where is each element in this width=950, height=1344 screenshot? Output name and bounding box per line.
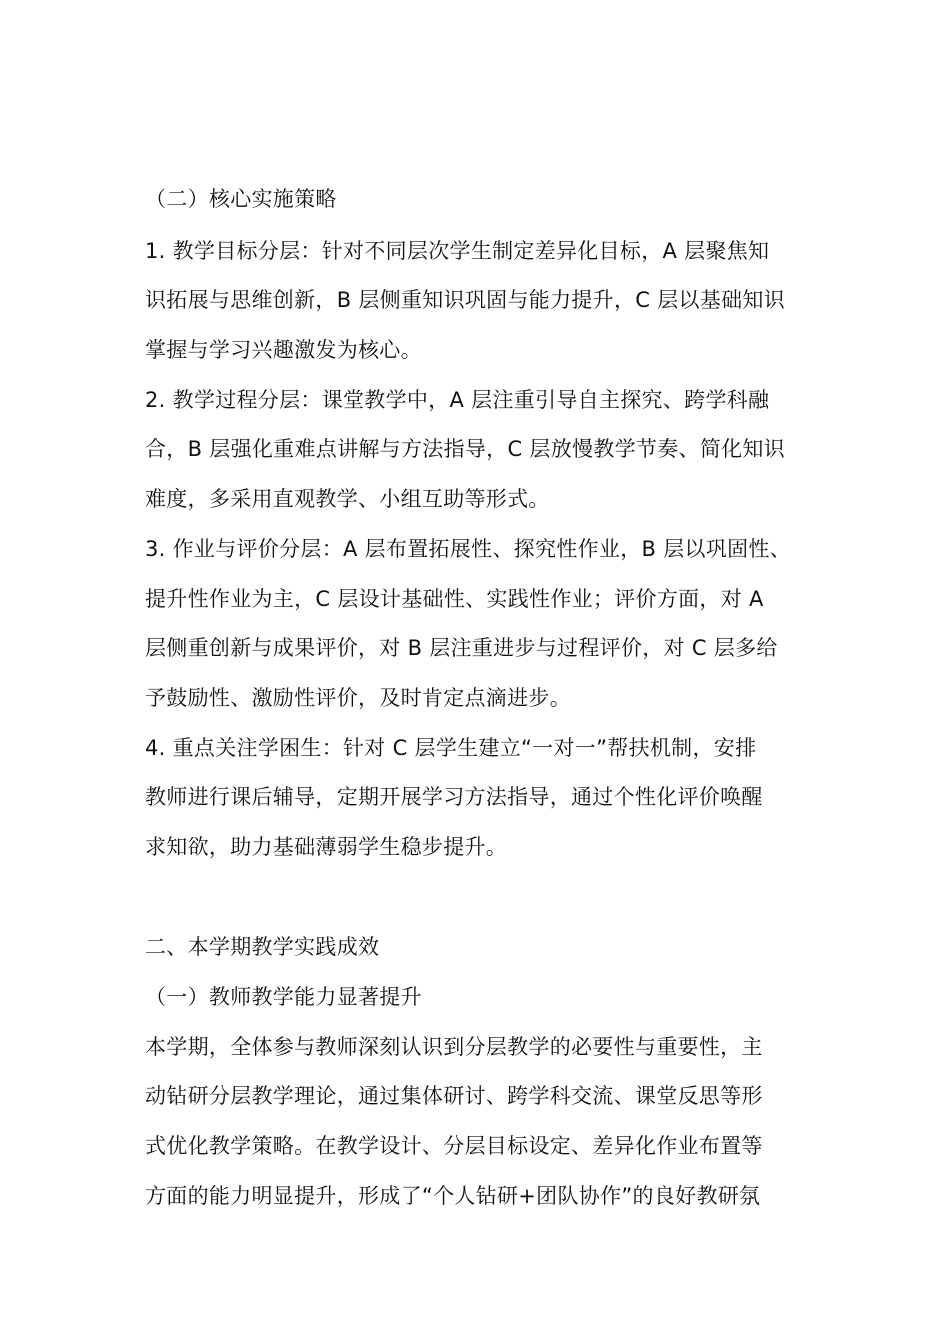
paragraph-line: 识拓展与思维创新，B 层侧重知识巩固与能力提升，C 层以基础知识 [145, 288, 786, 312]
paragraph-line: 3. 作业与评价分层：A 层布置拓展性、探究性作业，B 层以巩固性、 [145, 537, 792, 561]
paragraph-line: 层侧重创新与成果评价，对 B 层注重进步与过程评价，对 C 层多给 [145, 636, 778, 660]
paragraph-line: 4. 重点关注学困生：针对 C 层学生建立“一对一”帮扶机制，安排 [145, 736, 757, 760]
paragraph-line: 1. 教学目标分层：针对不同层次学生制定差异化目标，A 层聚焦知 [145, 239, 770, 263]
paragraph-line: 予鼓励性、激励性评价，及时肯定点滴进步。 [145, 686, 571, 710]
paragraph-line: 提升性作业为主，C 层设计基础性、实践性作业；评价方面，对 A [145, 587, 764, 611]
paragraph-line: 方面的能力明显提升，形成了“个人钻研+团队协作”的良好教研氛 [145, 1184, 761, 1208]
paragraph-line: 求知欲，助力基础薄弱学生稳步提升。 [145, 835, 508, 859]
paragraph-line: 难度，多采用直观教学、小组互助等形式。 [145, 487, 550, 511]
section-heading-core-strategies: （二）核心实施策略 [145, 187, 337, 211]
section-heading-teaching-results: 二、本学期教学实践成效 [145, 935, 380, 959]
paragraph-line: 本学期，全体参与教师深刻认识到分层教学的必要性与重要性，主 [145, 1035, 763, 1059]
paragraph-line: 动钻研分层教学理论，通过集体研讨、跨学科交流、课堂反思等形 [145, 1084, 763, 1108]
paragraph-line: 式优化教学策略。在教学设计、分层目标设定、差异化作业布置等 [145, 1134, 763, 1158]
paragraph-line: 2. 教学过程分层：课堂教学中，A 层注重引导自主探究、跨学科融 [145, 388, 770, 412]
paragraph-line: 掌握与学习兴趣激发为核心。 [145, 338, 422, 362]
subsection-heading-teacher-ability: （一）教师教学能力显著提升 [145, 985, 422, 1009]
paragraph-line: 教师进行课后辅导，定期开展学习方法指导，通过个性化评价唤醒 [145, 785, 763, 809]
paragraph-line: 合，B 层强化重难点讲解与方法指导，C 层放慢教学节奏、简化知识 [145, 437, 786, 461]
